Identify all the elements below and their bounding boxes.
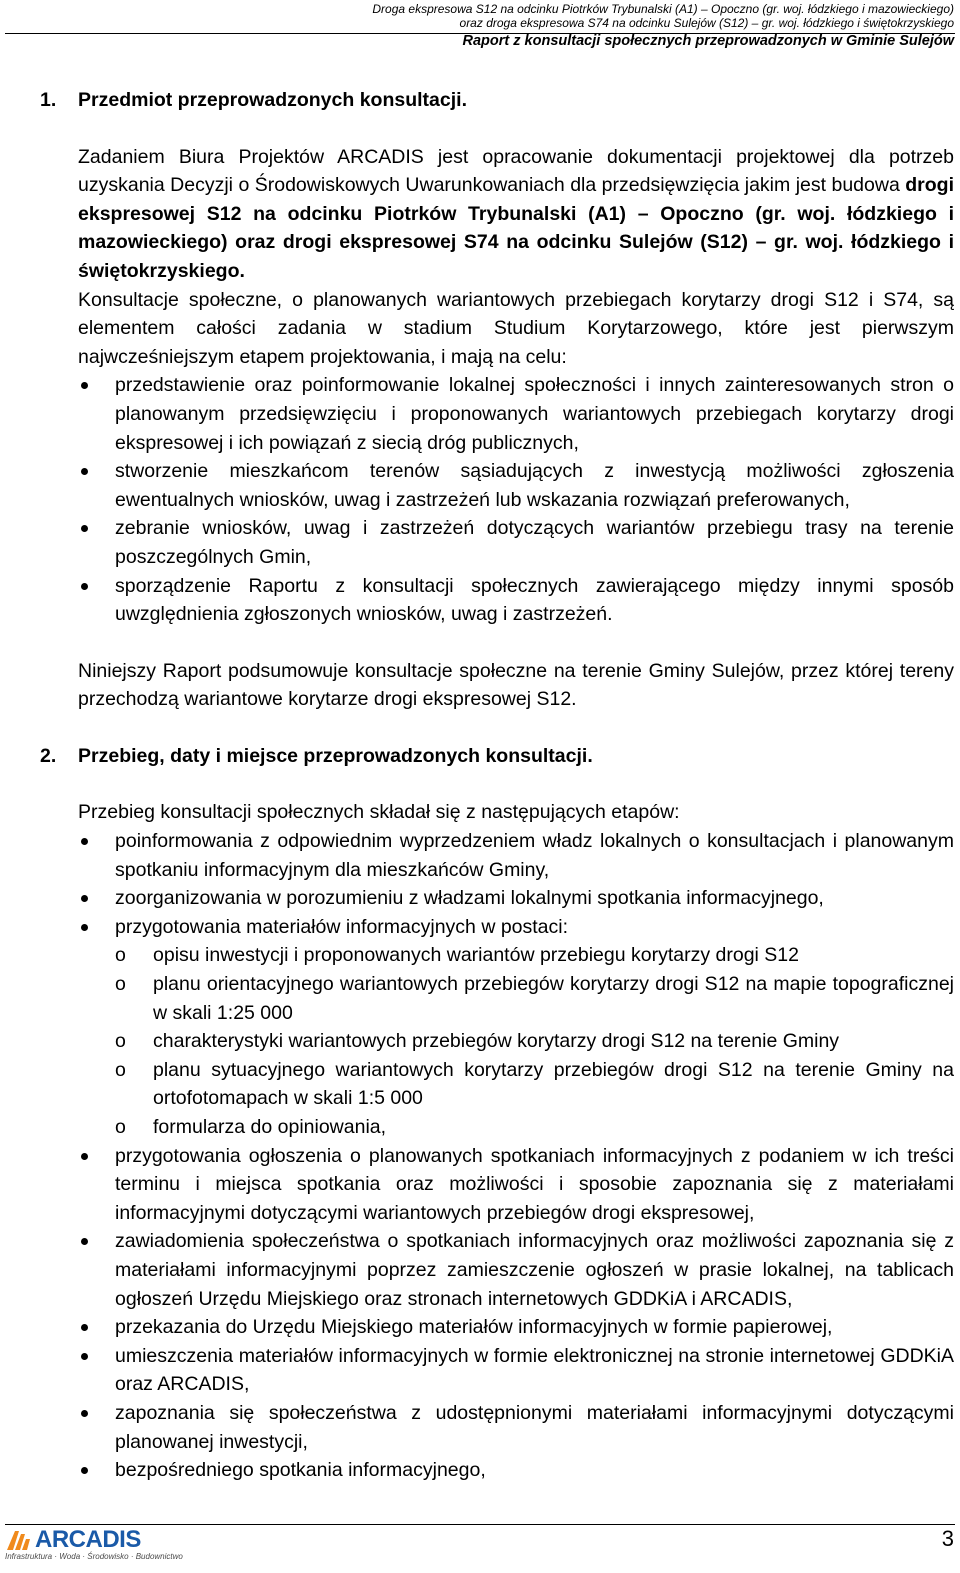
sub-list-item: o charakterystyki wariantowych przebiegów korytarzy drogi S12 na terenie Gminy <box>115 1027 954 1056</box>
list-item: zapoznania się społeczeństwa z udostępnionymi materiałami informacyjnymi dotyczącymi planowanej inwestycji, <box>78 1399 954 1456</box>
intro-text: Zadaniem Biura Projektów ARCADIS jest opracowanie dokumentacji projektowej dla potrzeb uzyskania Decyzji o Środowiskowych Uwarunkowaniach dla przedsięwzięcia jakim jest budowa <box>78 145 954 197</box>
footer-divider <box>5 1524 955 1525</box>
section-2-title: Przebieg, daty i miejsce przeprowadzonych konsultacji. <box>78 744 593 767</box>
logo-name: ARCADIS <box>35 1526 141 1553</box>
section-1-intro <box>78 143 954 286</box>
list-item: poinformowania z odpowiednim wyprzedzeniem władz lokalnych o konsultacjach i planowanym spotkaniu informacyjnym dla mieszkańców Gminy, <box>78 827 954 884</box>
section-1-title: Przedmiot przeprowadzonych konsultacji. <box>78 89 467 111</box>
section-2-intro: Przebieg konsultacji społecznych składał się z następujących etapów: <box>78 801 680 824</box>
sub-list-item: o planu sytuacyjnego wariantowych korytarzy przebiegów drogi S12 na terenie Gminy na ortofotomapach w skali 1:5 000 <box>115 1056 954 1113</box>
logo-tagline: Infrastruktura · Woda · Środowisko · Budownictwo <box>5 1552 183 1561</box>
section-2-number: 2. <box>40 744 57 767</box>
header-line-2: oraz droga ekspresowa S74 na odcinku Sulejów (S12) – gr. woj. łódzkiego i świętokrzyskiego <box>459 16 954 30</box>
sub-list-item: o opisu inwestycji i proponowanych wariantów przebiegu korytarzy drogi S12 <box>115 941 954 970</box>
header-line-1: Droga ekspresowa S12 na odcinku Piotrków Trybunalski (A1) – Opoczno (gr. woj. łódzkiego i mazowieckiego) <box>372 2 954 16</box>
document-body <box>40 86 954 1485</box>
arcadis-logo-icon <box>5 1528 33 1552</box>
list-item: zebranie wniosków, uwag i zastrzeżeń dotyczących wariantów przebiegu trasy na terenie poszczególnych Gmin, <box>78 514 954 571</box>
list-item: przekazania do Urzędu Miejskiego materiałów informacyjnych w formie papierowej, <box>78 1313 954 1342</box>
consultations-paragraph: Konsultacje społeczne, o planowanych wariantowych przebiegach korytarzy drogi S12 i S74, są elementem całości zadania w stadium Studium Korytarzowego, które jest pierwszym najwcześniejszym etapem projektowania, i mają na celu: <box>78 288 954 368</box>
summary-paragraph: Niniejszy Raport podsumowuje konsultacje społeczne na terenie Gminy Sulejów, przez której tereny przechodzą wariantowe korytarze drogi ekspresowej S12. <box>78 659 954 711</box>
goals-list <box>78 371 954 628</box>
list-item: bezpośredniego spotkania informacyjnego, <box>78 1456 954 1485</box>
list-item: zawiadomienia społeczeństwa o spotkaniach informacyjnych oraz możliwości zapoznania się z materiałami informacyjnymi poprzez zamieszczenie ogłoszeń w prasie lokalnej, na tablicach ogłoszeń Urzędu Miejskiego oraz stronach internetowych GDDKiA i ARCADIS, <box>78 1227 954 1313</box>
section-1-heading <box>40 86 954 115</box>
sub-list-item: o planu orientacyjnego wariantowych przebiegów korytarzy drogi S12 na mapie topograficznej w skali 1:25 000 <box>115 970 954 1027</box>
list-item: przygotowania ogłoszenia o planowanych spotkaniach informacyjnych z podaniem w ich treści terminu i miejsca spotkania oraz możliwości i sposobie zapoznania się z materiałami informacyjnymi dotyczącymi wariantowych przebiegów drogi ekspresowej, <box>78 1142 954 1228</box>
header-divider <box>5 33 955 34</box>
list-item: stworzenie mieszkańcom terenów sąsiadujących z inwestycją możliwości zgłoszenia ewentualnych wniosków, uwag i zastrzeżeń lub wskazania rozwiązań preferowanych, <box>78 457 954 514</box>
stages-list <box>78 827 954 941</box>
list-item: sporządzenie Raportu z konsultacji społecznych zawierającego między innymi sposób uwzględnienia zgłoszonych wniosków, uwag i zastrzeżeń. <box>78 572 954 629</box>
section-2-heading <box>40 742 954 771</box>
list-item: zoorganizowania w porozumieniu z władzami lokalnymi spotkania informacyjnego, <box>78 884 954 913</box>
sub-list-item: o formularza do opiniowania, <box>115 1113 954 1142</box>
page-header <box>372 2 954 50</box>
stages-list-continued <box>78 1142 954 1485</box>
materials-sublist <box>115 941 954 1141</box>
list-item: przedstawienie oraz poinformowanie lokalnej społeczności i innych zainteresowanych stron o planowanym przedsięwzięciu i proponowanych wariantowych przebiegach korytarzy drogi ekspresowej i ich powiązań z siecią dróg publicznych, <box>78 371 954 457</box>
header-report-title: Raport z konsultacji społecznych przeprowadzonych w Gminie Sulejów <box>462 33 954 49</box>
section-1-number: 1. <box>40 89 57 111</box>
intro-bold-text: drogi ekspresowej S12 na odcinku Piotrków Trybunalski (A1) – Opoczno (gr. woj. łódzkiego i mazowieckiego) oraz drogi ekspresowej S74 na odcinku Sulejów (S12) – gr. woj. łódzkiego i świętokrzyskiego. <box>78 174 954 282</box>
list-item-text: przygotowania materiałów informacyjnych w postaci: <box>115 915 569 938</box>
list-item: umieszczenia materiałów informacyjnych w formie elektronicznej na stronie internetowej GDDKiA oraz ARCADIS, <box>78 1342 954 1399</box>
list-item <box>78 913 954 942</box>
page-number: 3 <box>941 1526 954 1551</box>
